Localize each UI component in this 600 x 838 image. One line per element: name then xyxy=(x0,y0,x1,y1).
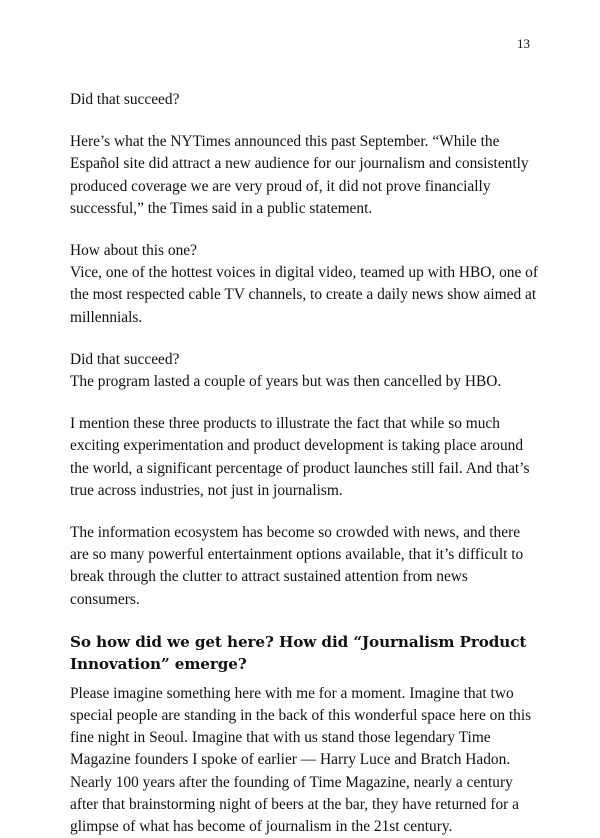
section-heading: So how did we get here? How did “Journalism Product Innovation” emerge? xyxy=(70,632,527,674)
heading-spacer xyxy=(70,676,570,683)
paragraph-did-that-succeed: Did that succeed? xyxy=(70,91,180,108)
page-number: 13 xyxy=(517,36,530,51)
paragraph-imagine-founders: Please imagine something here with me for a moment. Imagine that two special people are standing in the back of this wonderful space here on this fine night in Seoul. Imagine that with us stand those legendary Time Magazine founders I spoke of earlier — Harry Luce and Bratch Hadon. Nearly 100 years after the founding of Time Magazine, nearly a century after that brainstorming night of beers at the bar, they have returned for a glimpse of what has become of journalism in the 21st century. xyxy=(70,684,532,836)
paragraph-nytimes-announcement: Here’s what the NYTimes announced this past September. “While the Español site did attract a new audience for our journalism and consistently produced coverage we are very proud of, it did not prove financially successful,” the Times said in a public statement. xyxy=(70,133,529,217)
paragraph-spacer xyxy=(70,220,570,240)
paragraph-spacer xyxy=(70,111,570,131)
paragraph-spacer xyxy=(70,502,570,522)
paragraph-spacer xyxy=(70,329,570,349)
paragraph-information-ecosystem: The information ecosystem has become so crowded with news, and there are so many powerful entertainment options available, that it’s difficult to break through the clutter to attract sustained attention from news consumers. xyxy=(70,524,524,608)
body-text xyxy=(70,89,570,838)
paragraph-spacer xyxy=(70,393,570,413)
paragraph-spacer xyxy=(70,611,570,631)
paragraph-three-products: I mention these three products to illustrate the fact that while so much exciting experimentation and product development is taking place around the world, a significant percentage of product launches still fail. And that’s true across industries, not just in journalism. xyxy=(70,415,530,499)
paragraph-vice-hbo: How about this one? Vice, one of the hottest voices in digital video, teamed up with HBO, one of the most respected cable TV channels, to create a daily news show aimed at millennials. xyxy=(70,242,538,326)
paragraph-program-cancelled: Did that succeed? The program lasted a couple of years but was then cancelled by HBO. xyxy=(70,350,502,391)
